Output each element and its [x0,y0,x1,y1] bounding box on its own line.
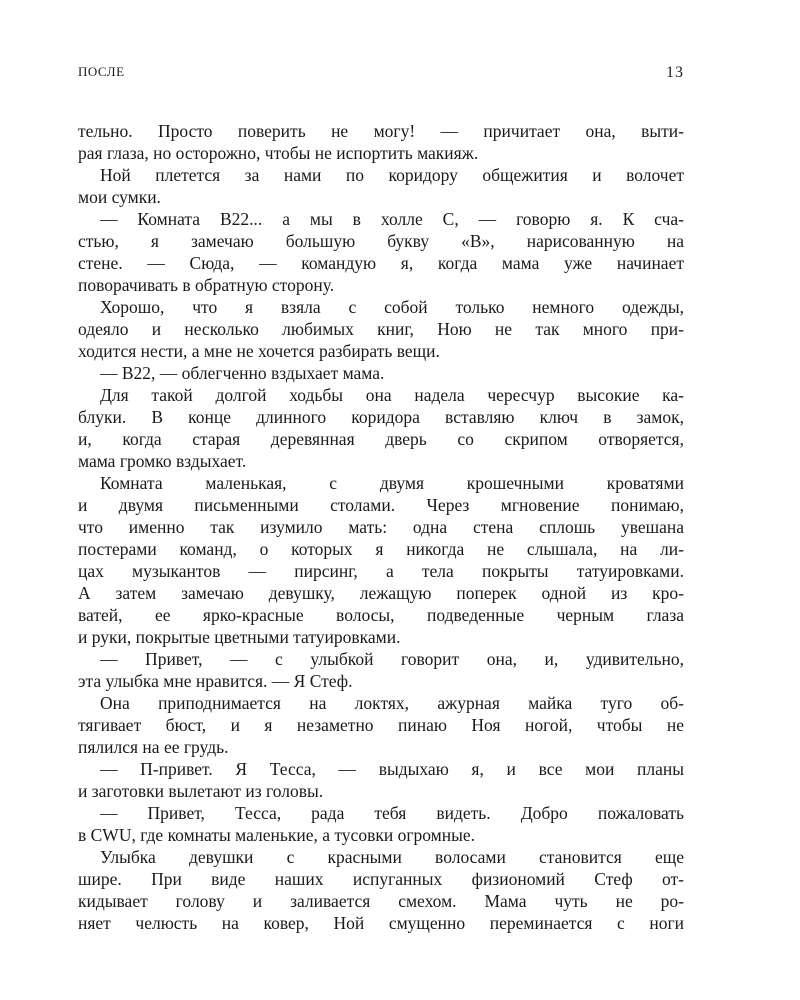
text-line: эта улыбка мне нравится. — Я Стеф. [78,671,353,691]
text-line: Комната маленькая, с двумя крошечными кроватями [100,473,684,493]
text-line: Для такой долгой ходьбы она надела чересчур высокие ка- [100,385,684,405]
text-line: одеяло и несколько любимых книг, Ною не так много при- [78,319,684,339]
text-line: шире. При виде наших испуганных физиономий Стеф от- [78,869,684,889]
text-line: поворачивать в обратную сторону. [78,275,335,295]
text-line: кидывает голову и заливается смехом. Мама чуть не ро- [78,891,684,911]
text-line: стью, я замечаю большую букву «В», нарисованную на [78,231,684,251]
text-line: Улыбка девушки с красными волосами становится еще [100,847,684,867]
text-line: и руки, покрытые цветными татуировками. [78,627,401,647]
text-line: Ной плетется за нами по коридору общежития и волочет [100,165,684,185]
text-line: ватей, ее ярко-красные волосы, подведенные черным глаза [78,605,684,625]
text-line: блуки. В конце длинного коридора вставляю ключ в замок, [78,407,684,427]
text-line: и, когда старая деревянная дверь со скрипом отворяется, [78,429,684,449]
body-text [78,120,684,934]
text-line: мама громко вздыхает. [78,451,247,471]
text-line: постерами команд, о которых я никогда не слышала, на ли- [78,539,684,559]
text-line: А затем замечаю девушку, лежащую поперек одной из кро- [78,583,684,603]
text-line: что именно так изумило мать: одна стена сплошь увешана [78,517,684,537]
page-number: 13 [666,64,684,81]
text-line: — Привет, — с улыбкой говорит она, и, удивительно, [100,649,684,669]
text-line: тягивает бюст, и я незаметно пинаю Ноя ногой, чтобы не [78,715,684,735]
text-line: и двумя письменными столами. Через мгновение понимаю, [78,495,684,515]
text-line: — Комната В22... а мы в холле С, — говорю я. К сча- [100,209,684,229]
text-line: няет челюсть на ковер, Ной смущенно переминается с ноги [78,913,684,933]
text-line: и заготовки вылетают из головы. [78,781,324,801]
text-line: тельно. Просто поверить не могу! — причитает она, выти- [78,121,684,141]
text-line: ходится нести, а мне не хочется разбирать вещи. [78,341,440,361]
text-line: Она приподнимается на локтях, ажурная майка туго об- [100,693,684,713]
text-line: рая глаза, но осторожно, чтобы не испортить макияж. [78,143,479,163]
text-line: мои сумки. [78,187,161,207]
text-line: пялился на ее грудь. [78,737,229,757]
text-line: — В22, — облегченно вздыхает мама. [100,363,385,383]
text-line: стене. — Сюда, — командую я, когда мама уже начинает [78,253,684,273]
text-line: в CWU, где комнаты маленькие, а тусовки огромные. [78,825,476,845]
text-line: — Привет, Тесса, рада тебя видеть. Добро пожаловать [100,803,684,823]
text-line: цах музыкантов — пирсинг, а тела покрыты татуировками. [78,561,684,581]
text-line: — П-привет. Я Тесса, — выдыхаю я, и все мои планы [100,759,684,779]
text-line: Хорошо, что я взяла с собой только немного одежды, [100,297,684,317]
running-title: ПОСЛЕ [78,64,125,79]
running-head [78,64,684,86]
